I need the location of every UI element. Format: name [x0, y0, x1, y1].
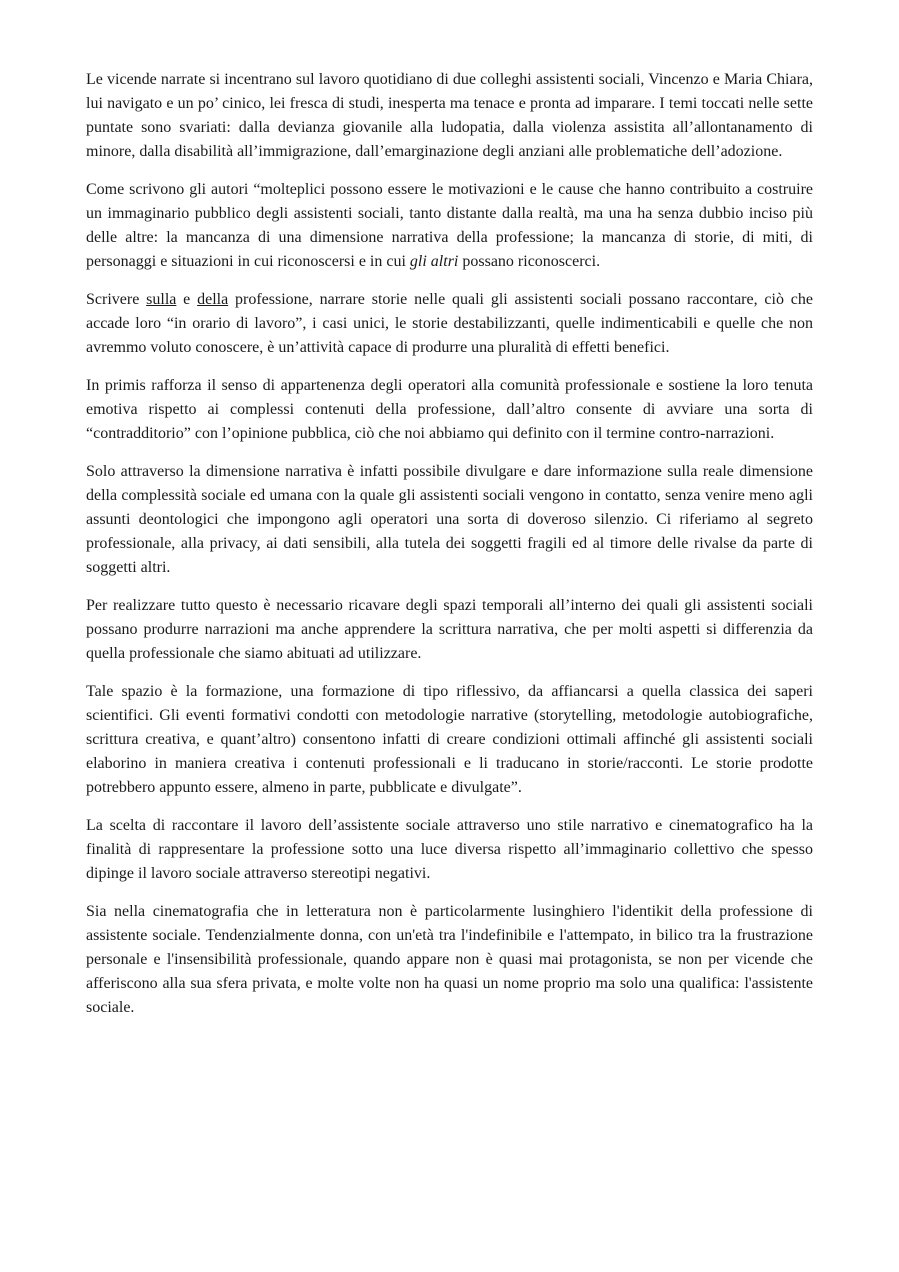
document-page [86, 68, 813, 1034]
paragraph-3-underlined-della: della [197, 291, 229, 308]
paragraph-2-italic-text: gli altri [409, 253, 459, 270]
paragraph-9-text: Sia nella cinematografia che in letteratura non è particolarmente lusinghiero l'identikit della professione di assistente sociale. Tendenzialmente donna, con un'età tra l'indefinibile e l'attempato, in bilico tra la frustrazione personale e l'insensibilità professionale, quando appare non è quasi mai protagonista, se non per vicende che afferiscono alla sua sfera privata, e molte volte non ha quasi un nome proprio ma solo una qualifica: l'assistente sociale. [86, 903, 813, 1016]
paragraph-9 [86, 900, 813, 1020]
paragraph-2-text-start: Come scrivono gli autori “molteplici possono essere le motivazioni e le cause che hanno contribuito a costruire un immaginario pubblico degli assistenti sociali, tanto distante dalla realtà, ma una ha senza dubbio inciso più delle altre: la mancanza di una dimensione narrativa della professione; la mancanza di storie, di miti, di personaggi e situazioni in cui riconoscersi e in cui [86, 181, 813, 270]
paragraph-6-text: Per realizzare tutto questo è necessario ricavare degli spazi temporali all’interno dei quali gli assistenti sociali possano produrre narrazioni ma anche apprendere la scrittura narrativa, che per molti aspetti si differenzia da quella professionale che siamo abituati ad utilizzare. [86, 597, 813, 662]
paragraph-4-text: In primis rafforza il senso di appartenenza degli operatori alla comunità professionale e sostiene la loro tenuta emotiva rispetto ai complessi contenuti della professione, dall’altro consente di avviare una sorta di “contradditorio” con l’opinione pubblica, ciò che noi abbiamo qui definito con il termine contro-narrazioni. [86, 377, 813, 442]
paragraph-2 [86, 178, 813, 274]
paragraph-5 [86, 460, 813, 580]
paragraph-5-text: Solo attraverso la dimensione narrativa è infatti possibile divulgare e dare informazione sulla reale dimensione della complessità sociale ed umana con la quale gli assistenti sociali vengono in contatto, senza venire meno agli assunti deontologici che impongono agli operatori una sorta di doveroso silenzio. Ci riferiamo al segreto professionale, alla privacy, ai dati sensibili, alla tutela dei soggetti fragili ed al timore delle rivalse da parte di soggetti altri. [86, 463, 813, 576]
paragraph-7-text: Tale spazio è la formazione, una formazione di tipo riflessivo, da affiancarsi a quella classica dei saperi scientifici. Gli eventi formativi condotti con metodologie narrative (storytelling, metodologie autobiografiche, scrittura creativa, e quant’altro) consentono infatti di creare condizioni ottimali affinché gli assistenti sociali elaborino in maniera creativa i contenuti professionali e li traducano in storie/racconti. Le storie prodotte potrebbero appunto essere, almeno in parte, pubblicate e divulgate”. [86, 683, 813, 796]
paragraph-7 [86, 680, 813, 800]
paragraph-3-text-mid: e [176, 291, 198, 308]
paragraph-8 [86, 814, 813, 886]
paragraph-6 [86, 594, 813, 666]
paragraph-3 [86, 288, 813, 360]
paragraph-8-text: La scelta di raccontare il lavoro dell’assistente sociale attraverso uno stile narrativo e cinematografico ha la finalità di rappresentare la professione sotto una luce diversa rispetto all’immaginario collettivo che spesso dipinge il lavoro sociale attraverso stereotipi negativi. [86, 817, 813, 882]
paragraph-1-text: Le vicende narrate si incentrano sul lavoro quotidiano di due colleghi assistenti sociali, Vincenzo e Maria Chiara, lui navigato e un po’ cinico, lei fresca di studi, inesperta ma tenace e pronta ad imparare. I temi toccati nelle sette puntate sono svariati: dalla devianza giovanile alla ludopatia, dalla violenza assistita all’allontanamento di minore, dalla disabilità all’immigrazione, dall’emarginazione degli anziani alle problematiche dell’adozione. [86, 71, 813, 160]
paragraph-3-text-end: professione, narrare storie nelle quali gli assistenti sociali possano raccontare, ciò che accade loro “in orario di lavoro”, i casi unici, le storie destabilizzanti, quelle indimenticabili e quelle che non avremmo voluto conoscere, è un’attività capace di produrre una pluralità di effetti benefici. [86, 291, 813, 356]
paragraph-4 [86, 374, 813, 446]
paragraph-2-text-end: possano riconoscerci. [458, 253, 601, 270]
paragraph-3-underlined-sulla: sulla [146, 291, 177, 308]
paragraph-3-text-start: Scrivere [86, 291, 147, 308]
paragraph-1 [86, 68, 813, 164]
